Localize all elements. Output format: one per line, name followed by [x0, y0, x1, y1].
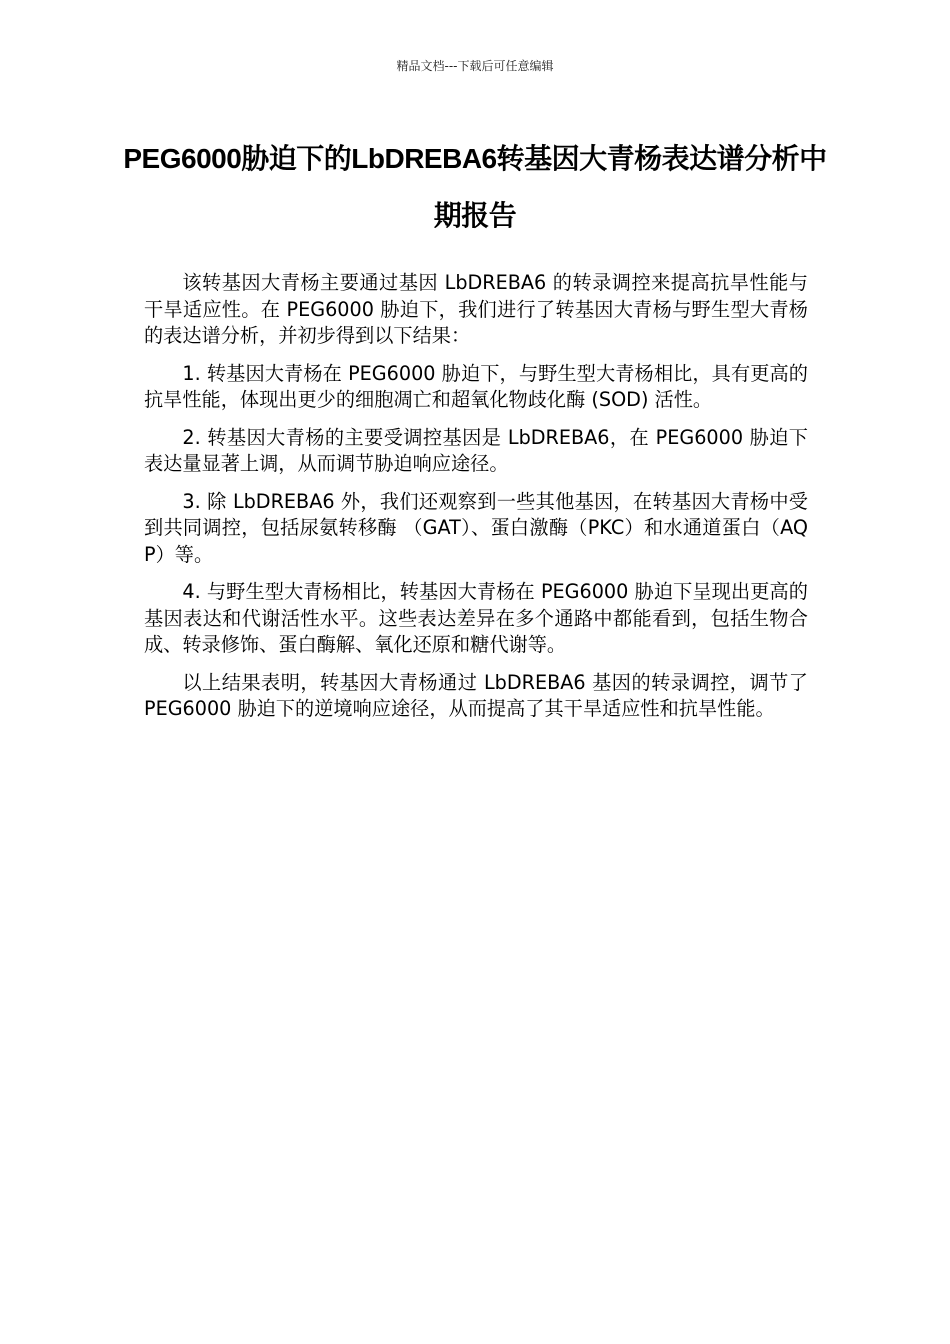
paragraph-intro: 该转基因大青杨主要通过基因 LbDREBA6 的转录调控来提高抗旱性能与干旱适应性。在 PEG6000 胁迫下，我们进行了转基因大青杨与野生型大青杨的表达谱分析，并初步得到以下结果： [144, 271, 808, 347]
paragraph-result-2: 2. 转基因大青杨的主要受调控基因是 LbDREBA6，在 PEG6000 胁迫下表达量显著上调，从而调节胁迫响应途径。 [144, 425, 808, 475]
paragraph-conclusion: 以上结果表明，转基因大青杨通过 LbDREBA6 基因的转录调控，调节了 PEG6000 胁迫下的逆境响应途径，从而提高了其干旱适应性和抗旱性能。 [144, 670, 808, 720]
paragraph-result-4: 4. 与野生型大青杨相比，转基因大青杨在 PEG6000 胁迫下呈现出更高的基因表达和代谢活性水平。这些表达差异在多个通路中都能看到，包括生物合成、转录修饰、蛋白酶解、氧化还原和糖代谢等。 [144, 580, 808, 656]
page-header-note: 精品文档---下载后可任意编辑 [396, 59, 554, 73]
document-body [144, 270, 808, 734]
document-title: PEG6000胁迫下的LbDREBA6转基因大青杨表达谱分析中期报告 [123, 143, 827, 231]
paragraph-result-1: 1. 转基因大青杨在 PEG6000 胁迫下，与野生型大青杨相比，具有更高的抗旱性能，体现出更少的细胞凋亡和超氧化物歧化酶 (SOD) 活性。 [144, 361, 808, 411]
paragraph-result-3: 3. 除 LbDREBA6 外，我们还观察到一些其他基因，在转基因大青杨中受到共同调控，包括尿氨转移酶 （GAT）、蛋白激酶（PKC）和水通道蛋白（AQP）等。 [144, 489, 808, 566]
